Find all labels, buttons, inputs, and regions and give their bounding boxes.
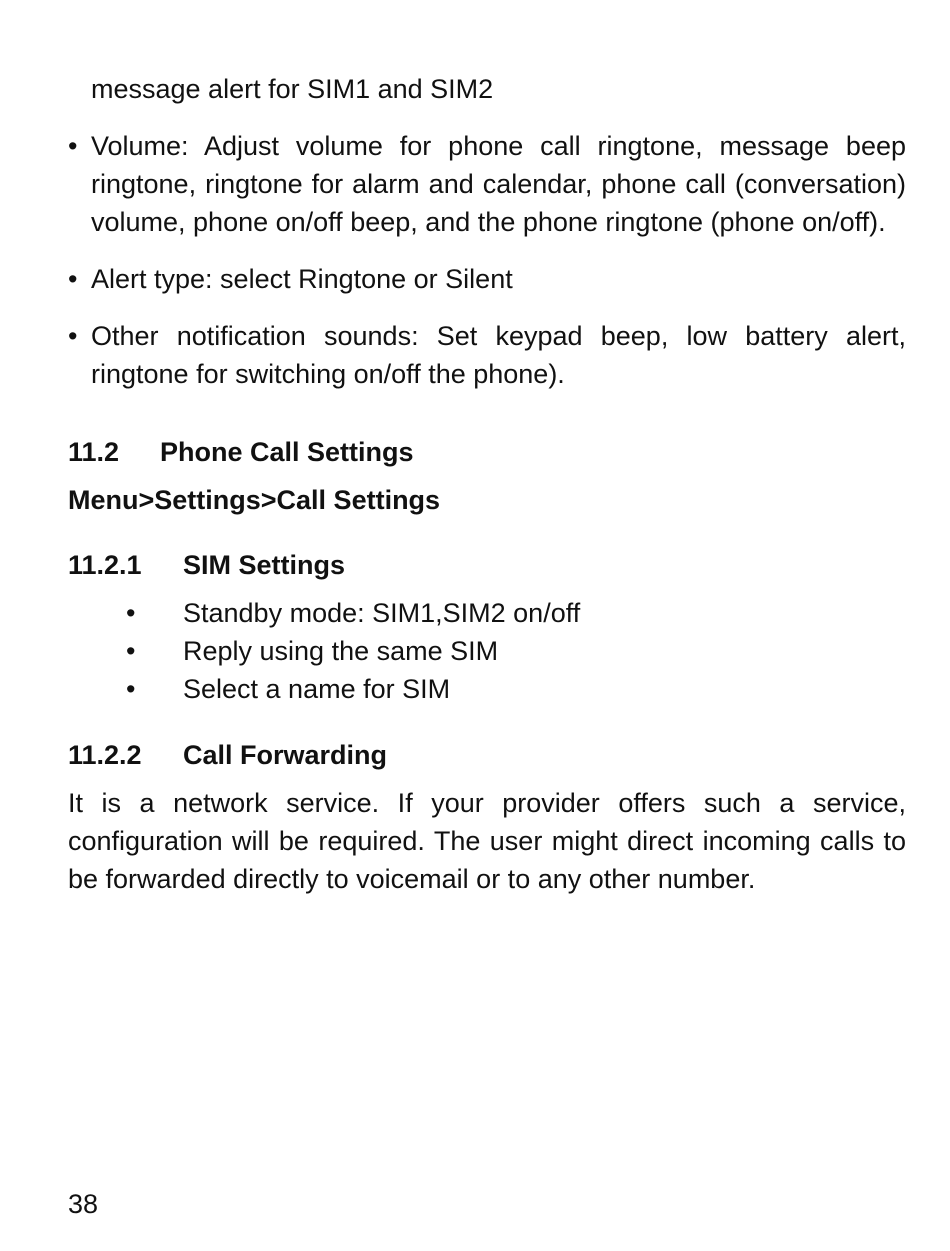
section-number: 11.2 bbox=[68, 437, 120, 467]
intro-continuation-text: message alert for SIM1 and SIM2 bbox=[91, 74, 494, 104]
sim-settings-list bbox=[68, 594, 906, 708]
bullet-text: Reply using the same SIM bbox=[183, 636, 499, 666]
section-number: 11.2.1 bbox=[68, 550, 142, 580]
section-heading-call-forwarding bbox=[68, 736, 906, 774]
page-number: 38 bbox=[68, 1189, 99, 1219]
bullet-icon: • bbox=[68, 131, 78, 161]
list-item bbox=[68, 317, 906, 393]
manual-page bbox=[68, 70, 906, 898]
list-item bbox=[68, 260, 906, 298]
bullet-icon: • bbox=[68, 264, 78, 294]
bullet-icon: • bbox=[126, 636, 136, 666]
section-heading-sim-settings bbox=[68, 546, 906, 584]
menu-path: Menu>Settings>Call Settings bbox=[68, 485, 441, 515]
call-forwarding-paragraph: It is a network service. If your provider offers such a service, configuration will be required. The user might direct incoming calls to be forwarded directly to voicemail or to any other number. bbox=[68, 788, 906, 894]
bullet-text: Other notification sounds: Set keypad beep, low battery alert, ringtone for switching on/off the phone). bbox=[91, 321, 906, 389]
bullet-text: Select a name for SIM bbox=[183, 674, 451, 704]
section-heading-phone-call-settings bbox=[68, 433, 906, 471]
bullet-text: Alert type: select Ringtone or Silent bbox=[91, 264, 513, 294]
list-item bbox=[68, 670, 906, 708]
bullet-icon: • bbox=[68, 321, 78, 351]
list-item bbox=[68, 632, 906, 670]
list-item bbox=[68, 594, 906, 632]
section-title: Phone Call Settings bbox=[160, 437, 414, 467]
section-number: 11.2.2 bbox=[68, 740, 142, 770]
section-title: Call Forwarding bbox=[183, 740, 388, 770]
bullet-text: Volume: Adjust volume for phone call ringtone, message beep ringtone, ringtone for alarm and calendar, phone call (conversation) volume, phone on/off beep, and the phone ringtone (phone on/off). bbox=[91, 131, 906, 237]
list-item bbox=[68, 127, 906, 241]
bullet-icon: • bbox=[126, 674, 136, 704]
bullet-text: Standby mode: SIM1,SIM2 on/off bbox=[183, 598, 581, 628]
bullet-icon: • bbox=[126, 598, 136, 628]
section-title: SIM Settings bbox=[183, 550, 346, 580]
settings-bullet-list bbox=[68, 127, 906, 393]
